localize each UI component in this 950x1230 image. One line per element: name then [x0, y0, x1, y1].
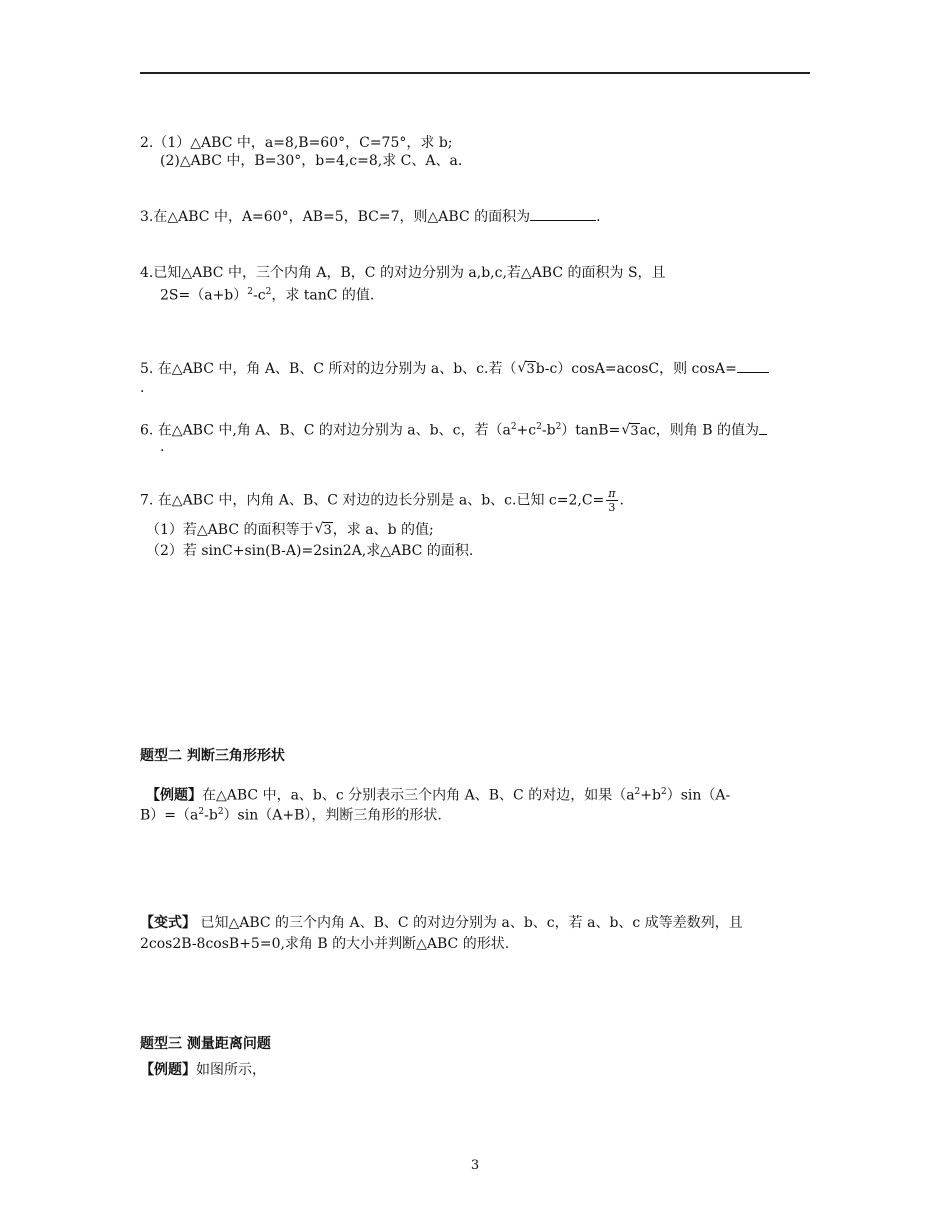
q5-text: 5. 在△ABC 中，角 A、B、C 所对的边分别为 a、b、c.若（√ 3b-c）cosA=acosC，则 cosA=: [140, 358, 769, 380]
section-heading-distance: 题型三 测量距离问题: [140, 1036, 271, 1052]
header-rule: [140, 72, 810, 74]
sec2-example-line1: 【例题】在△ABC 中，a、b、c 分别表示三个内角 A、B、C 的对边，如果$(a^2+b^2)\sin(A-$: [146, 787, 731, 804]
q7-text: 7. 在△ABC 中，内角 A、B、C 对边的边长分别是 a、b、c.已知 c=2,C= $\frac{\pi}{3}$ .: [140, 487, 624, 514]
page-number: 3: [470, 1158, 480, 1173]
q6-line2: .: [160, 439, 165, 455]
q4-line2: $2S=(a+b)^2-c^2$，求 tanC 的值.: [160, 287, 375, 304]
sec3-example: 【例题】如图所示，: [140, 1062, 266, 1078]
answer-blank: [737, 358, 769, 373]
q6-text: 6. 在△ABC 中,角 A、B、C 的对边分别为 a、b、c，若$(a^2+c^2-b^2)\tan B=√$ 3ac，则角 B 的值为: [140, 417, 767, 442]
q7-part1: （1）若△ABC 的面积等于√ 3，求 a、b 的值;: [146, 520, 434, 541]
q5-line2: .: [140, 380, 145, 396]
q3-text: 3.在△ABC 中，A=60°，AB=5，BC=7，则△ABC 的面积为 .: [140, 206, 601, 227]
q7-part2: （2）若 sinC+sin(B-A)=2sin2A,求△ABC 的面积.: [146, 543, 474, 559]
answer-blank: [759, 420, 767, 435]
sqrt-symbol: √ 3: [316, 520, 333, 541]
q4-line1: 4.已知△ABC 中，三个内角 A，B，C 的对边分别为 a,b,c,若△ABC 的面积为 S，且: [140, 265, 666, 281]
sqrt-symbol: √ 3: [622, 421, 639, 442]
q2-part2: (2)△ABC 中，B=30°，b=4,c=8,求 C、A、a.: [160, 153, 463, 169]
q2-part1: 2.（1）△ABC 中，a=8,B=60°，C=75°，求 b;: [140, 135, 453, 151]
fraction-pi-over-3: $\frac{\pi}{3}$: [608, 487, 616, 514]
sqrt-symbol: √ 3: [518, 359, 535, 380]
sec2-variant-line1: 【变式】 已知△ABC 的三个内角 A、B、C 的对边分别为 a、b、c，若 a、b、c 成等差数列，且: [140, 915, 743, 931]
answer-blank: [530, 206, 596, 221]
section-heading-shape: 题型二 判断三角形形状: [140, 748, 285, 764]
sec2-variant-line2: 2cos2B-8cosB+5=0,求角 B 的大小并判断△ABC 的形状.: [140, 936, 510, 952]
sec2-example-line2: $B)=(a^2-b^2)\sin(A+B)$，判断三角形的形状.: [140, 807, 442, 824]
